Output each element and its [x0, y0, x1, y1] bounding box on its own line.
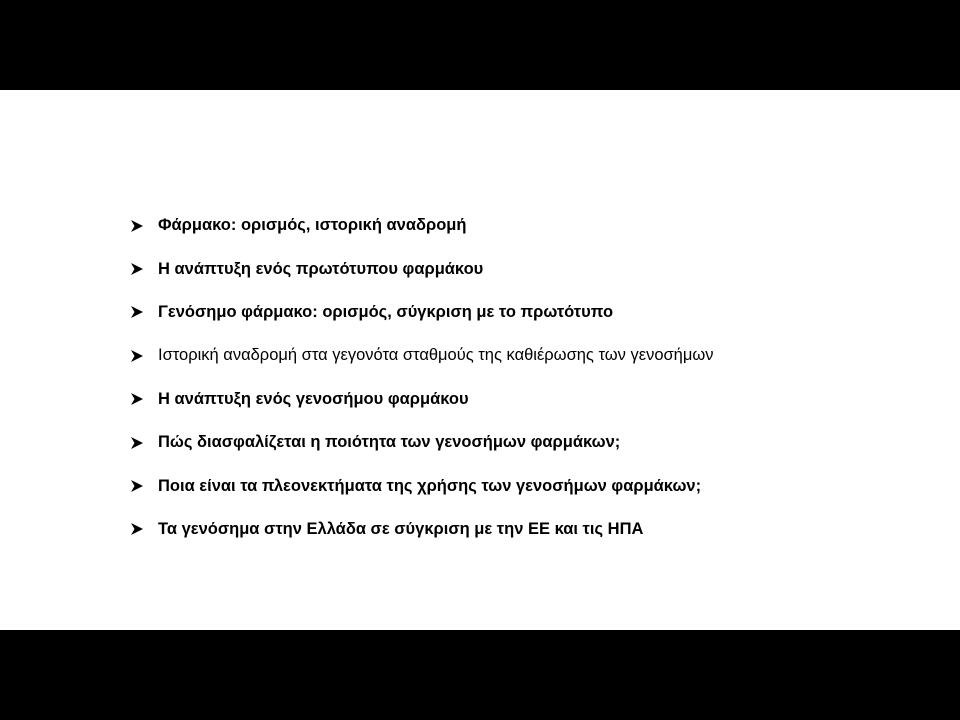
bullet-text: Φάρμακο: ορισμός, ιστορική αναδρομή — [158, 216, 467, 235]
list-item — [130, 508, 714, 551]
arrowhead-bullet-icon — [130, 436, 144, 450]
list-item — [130, 334, 714, 377]
list-item — [130, 247, 714, 290]
bullet-text: Η ανάπτυξη ενός γενοσήμου φαρμάκου — [158, 389, 469, 408]
list-item — [130, 204, 714, 247]
arrowhead-bullet-icon — [130, 219, 144, 233]
bullet-text: Ποια είναι τα πλεονεκτήματα της χρήσης των γενοσήμων φαρμάκων; — [158, 476, 702, 495]
bullet-text: Τα γενόσημα στην Ελλάδα σε σύγκριση με την ΕΕ και τις ΗΠΑ — [158, 519, 644, 538]
arrowhead-bullet-icon — [130, 522, 144, 536]
list-item — [130, 291, 714, 334]
bullet-text: Πώς διασφαλίζεται η ποιότητα των γενοσήμων φαρμάκων; — [158, 433, 621, 452]
slide — [0, 90, 960, 630]
list-item — [130, 464, 714, 507]
arrowhead-bullet-icon — [130, 349, 144, 363]
arrowhead-bullet-icon — [130, 392, 144, 406]
bullet-text: Γενόσημο φάρμακο: ορισμός, σύγκριση με το πρωτότυπο — [158, 302, 614, 321]
arrowhead-bullet-icon — [130, 479, 144, 493]
list-item — [130, 421, 714, 464]
arrowhead-bullet-icon — [130, 305, 144, 319]
bullet-text: Η ανάπτυξη ενός πρωτότυπου φαρμάκου — [158, 259, 484, 278]
letterbox-bottom — [0, 630, 960, 720]
letterbox-top — [0, 0, 960, 90]
arrowhead-bullet-icon — [130, 262, 144, 276]
bullet-text: Ιστορική αναδρομή στα γεγονότα σταθμούς της καθιέρωσης των γενοσήμων — [158, 346, 714, 365]
list-item — [130, 378, 714, 421]
bullet-list — [130, 204, 714, 551]
